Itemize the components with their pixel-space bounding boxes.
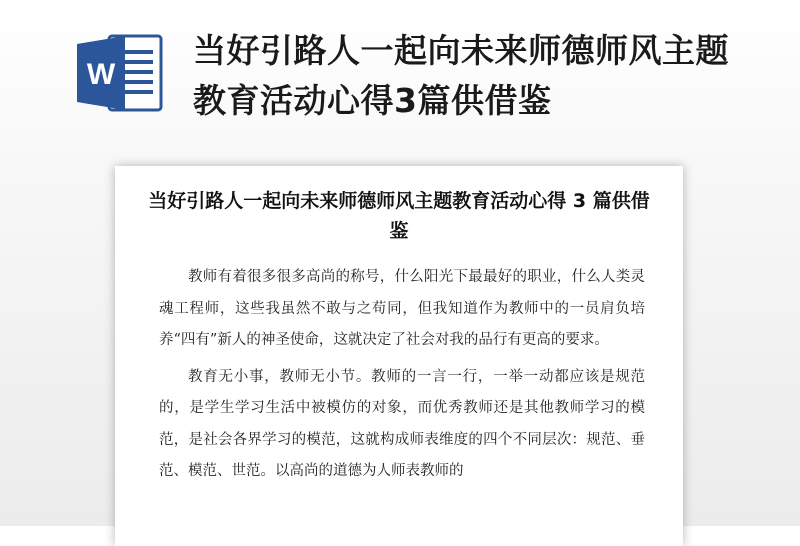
svg-text:W: W <box>86 58 116 91</box>
document-body <box>159 262 645 493</box>
document-title: 当好引路人一起向未来师德师风主题教育活动心得 3 篇供借鉴 <box>148 190 650 242</box>
document-page <box>115 166 683 546</box>
page-title: 当好引路人一起向未来师德师风主题教育活动心得3篇供借鉴 <box>193 31 729 120</box>
paragraph: 教育无小事，教师无小节。教师的一言一行，一举一动都应该是规范的，是学生学习生活中被模仿的对象，而优秀教师还是其他教师学习的模范，是社会各界学习的模范，这就构成师表维度的四个不同层次：规范、垂范、模范、世范。以高尚的道德为人师表教师的 <box>159 368 645 479</box>
header <box>0 0 800 150</box>
word-icon <box>75 32 165 114</box>
paragraph: 教师有着很多很多高尚的称号，什么阳光下最最好的职业，什么人类灵魂工程师，这些我虽然不敢与之苟同，但我知道作为教师中的一员肩负培养“四有”新人的神圣使命，这就决定了社会对我的品行有更高的要求。 <box>159 269 645 348</box>
